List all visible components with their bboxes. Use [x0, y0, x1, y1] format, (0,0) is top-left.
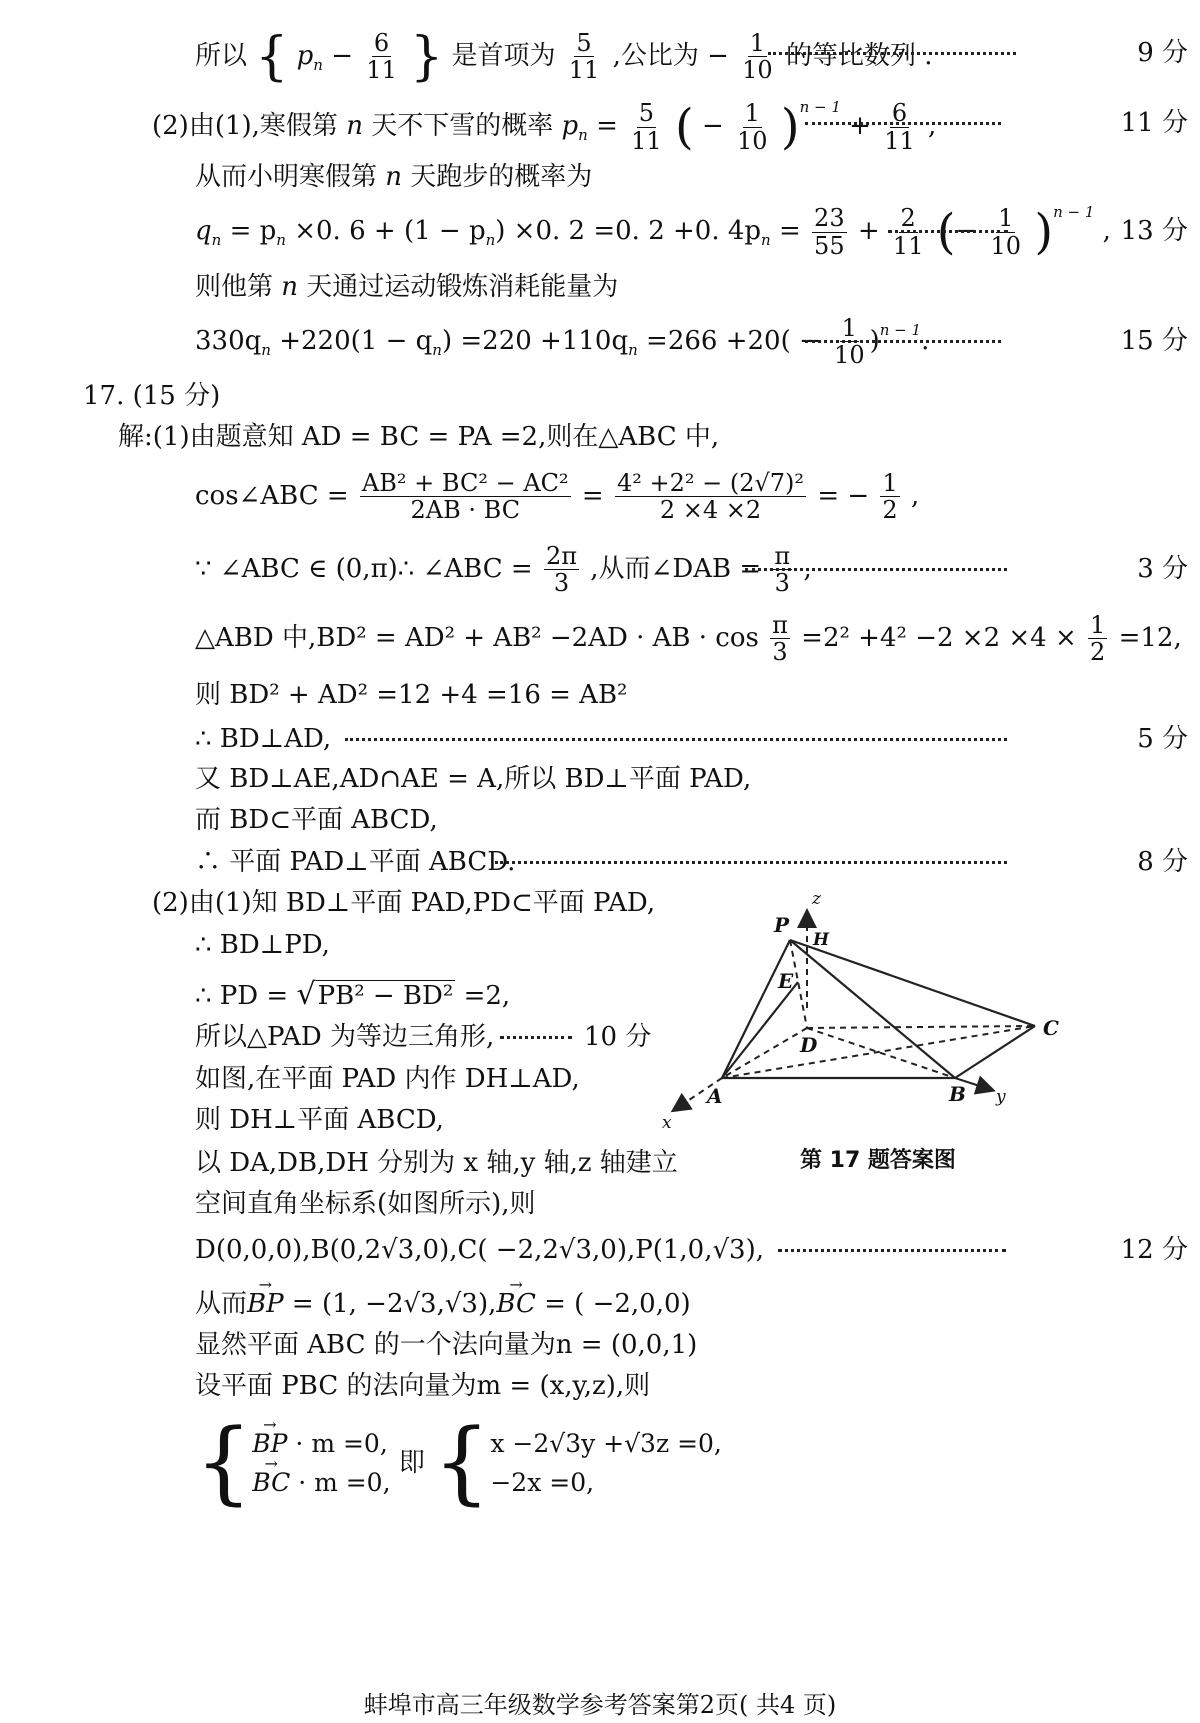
text: ,从而∠DAB = [590, 553, 762, 584]
den: 55 [814, 231, 845, 260]
num: 4² +2² − (2√7)² [616, 469, 805, 497]
line-cos-abc [195, 470, 919, 524]
line-bd-in-plane: 而 BD⊂平面 ABCD, [195, 805, 438, 835]
line-normal-pbc: 设平面 PBC 的法向量为m = (x,y,z),则 [195, 1371, 651, 1401]
radicand: PB² − BD² [317, 981, 454, 1011]
den: 10 [737, 126, 768, 155]
text: 天跑步的概率为 [410, 162, 593, 192]
text: 330q [195, 325, 262, 356]
figure-caption: 第 17 题答案图 [800, 1148, 956, 1173]
comma: , [928, 111, 937, 141]
fraction-law-of-cosines [360, 470, 571, 524]
page-footer: 蚌埠市高三年级数学参考答案第2页( 共4 页) [363, 1691, 837, 1719]
den: 10 [834, 341, 865, 370]
fraction [880, 470, 899, 524]
line-draw-dh: 如图,在平面 PAD 内作 DH⊥AD, [195, 1064, 580, 1094]
vector-bc: → BC [496, 1291, 535, 1317]
line-pythagorean: 则 BD² + AD² =12 +4 =16 = AB² [195, 680, 628, 710]
equals: = [596, 111, 618, 141]
label-c: C [1043, 1016, 1059, 1040]
text-ie: 即 [398, 1448, 425, 1478]
var-n: n [385, 162, 403, 192]
comma: , [910, 480, 920, 511]
text: 天不下雪的概率 [371, 111, 554, 141]
minus: − [701, 111, 724, 141]
den: 2 [1090, 638, 1106, 667]
den: 3 [553, 569, 570, 598]
num: 6 [891, 99, 908, 128]
fraction-numeric [615, 470, 806, 524]
text: · m =0, [298, 1468, 391, 1497]
comma: , [1102, 216, 1111, 246]
den: 11 [366, 56, 397, 85]
score-10: 10 分 [584, 1022, 652, 1052]
line-normal-abc: 显然平面 ABC 的一个法向量为n = (0,0,1) [195, 1330, 698, 1360]
var-q: q [195, 216, 212, 246]
paren: ( [936, 204, 956, 260]
text: 的等比数列 . [785, 40, 933, 71]
system-right [433, 1410, 722, 1515]
num: 2 [900, 204, 916, 233]
left-brace: { [433, 1410, 491, 1515]
edge-pc [790, 940, 1035, 1026]
score-8: 8 分 [1137, 847, 1188, 877]
fraction [735, 100, 770, 154]
label-y: y [996, 1087, 1006, 1107]
plus: + [849, 111, 871, 141]
line-bd-perp-pd: ∴ BD⊥PD, [195, 930, 330, 960]
den: 10 [990, 231, 1022, 260]
system-rows [490, 1431, 722, 1495]
sub: n [261, 341, 271, 360]
paren: ) [1034, 204, 1054, 260]
system-left [195, 1410, 391, 1515]
label-x: x [662, 1113, 672, 1133]
sub: n [628, 341, 638, 360]
text: ) =220 +110q [441, 325, 629, 356]
text: ∴ PD = [195, 981, 289, 1011]
exponent: n − 1 [879, 320, 922, 339]
leader-dots [495, 861, 1007, 864]
text: =266 +20( − [637, 325, 821, 356]
row-2: −2x =0, [490, 1468, 595, 1497]
num: π [772, 611, 788, 639]
leader-dots [805, 122, 1001, 125]
num: 23 [814, 204, 845, 233]
label-p: P [774, 913, 790, 937]
den: 2 [882, 496, 898, 525]
fraction-1-10 [740, 30, 775, 84]
score-12: 12 分 [1120, 1235, 1188, 1265]
fraction [812, 205, 847, 259]
sqrt-symbol: √ [296, 977, 316, 1012]
num: 1 [1090, 611, 1106, 639]
num: 1 [749, 29, 766, 57]
den: 2AB · BC [410, 496, 521, 525]
num: 5 [638, 99, 655, 128]
den: 11 [884, 126, 915, 155]
line-bd-perp-plane: 又 BD⊥AE,AD∩AE = A,所以 BD⊥平面 PAD, [195, 764, 752, 794]
equals: = [770, 216, 801, 246]
right-brace: } [410, 26, 444, 87]
text: = ( −2,0,0) [544, 1289, 691, 1319]
left-brace: { [255, 26, 289, 87]
minus: − [331, 40, 354, 71]
num: π [774, 542, 791, 570]
fraction [882, 100, 917, 154]
line-probability-pn [152, 100, 936, 154]
label-h: H [813, 930, 830, 950]
leader-dots [500, 1036, 572, 1039]
edge-bc [955, 1026, 1035, 1078]
text: =12, [1118, 622, 1182, 653]
den: 10 [742, 56, 773, 85]
text: cos∠ABC = [195, 480, 349, 511]
num: 1 [744, 99, 760, 128]
var-n: n [346, 111, 363, 141]
equation-system [195, 1410, 722, 1515]
line-coordinates: D(0,0,0),B(0,2√3,0),C( −2,2√3,0),P(1,0,√3), [195, 1235, 765, 1265]
vector-bp: → BP [247, 1291, 284, 1317]
text: ×0. 6 + (1 − p [285, 216, 486, 246]
score-3: 3 分 [1137, 554, 1188, 584]
edge-ae [722, 982, 798, 1078]
sub: n [761, 231, 771, 250]
plus: + [857, 216, 880, 246]
minus: − [707, 40, 729, 71]
leader-dots [778, 1249, 1006, 1252]
fraction [770, 612, 790, 666]
left-brace: { [195, 1410, 253, 1515]
score-5: 5 分 [1137, 724, 1188, 754]
paren: ) [869, 325, 880, 356]
num: 1 [841, 314, 857, 342]
text: 天通过运动锻炼消耗能量为 [306, 272, 619, 302]
score-15: 15 分 [1120, 326, 1188, 356]
label-b: B [949, 1082, 966, 1106]
label-a: A [707, 1084, 723, 1108]
num: 1 [882, 469, 898, 497]
row-1: x −2√3y +√3z =0, [490, 1429, 722, 1458]
fraction [544, 543, 579, 597]
line-vectors [195, 1291, 691, 1317]
sub-n: n [578, 126, 588, 145]
text: ) ×0. 2 =0. 2 +0. 4p [495, 216, 762, 246]
leader-dots [345, 738, 1007, 741]
score-13: 13 分 [1120, 216, 1188, 246]
vector-bp: → BP [252, 1431, 287, 1456]
leader-dots [805, 340, 1001, 343]
text: =2, [463, 981, 511, 1011]
edge-dc [807, 1026, 1035, 1028]
vector-bc: → BC [252, 1470, 290, 1495]
line-bd-perp-ad: ∴ BD⊥AD, [195, 724, 332, 754]
leader-dots [888, 230, 1008, 233]
num: 2π [545, 542, 578, 570]
line-energy-intro [195, 274, 618, 300]
edge-ac [722, 1026, 1035, 1078]
line-bd-squared [195, 612, 1182, 666]
line-coord-system: 空间直角坐标系(如图所示),则 [195, 1189, 536, 1219]
fraction [1088, 612, 1107, 666]
row-1 [252, 1431, 390, 1456]
label-e: E [778, 969, 794, 993]
row-2 [252, 1470, 390, 1495]
text: 是首项为 [451, 40, 556, 71]
line-equilateral: 所以△PAD 为等边三角形, [195, 1022, 495, 1052]
sub: n [276, 231, 286, 250]
text: · m =0, [295, 1429, 388, 1458]
fraction-5-11 [567, 30, 602, 84]
system-rows [252, 1431, 390, 1495]
exponent: n − 1 [1053, 203, 1095, 221]
num: 6 [373, 29, 390, 57]
sub: n [485, 231, 496, 250]
line-plane-perp: ∴ 平面 PAD⊥平面 ABCD. [195, 847, 516, 877]
line-axes: 以 DA,DB,DH 分别为 x 轴,y 轴,z 轴建立 [195, 1148, 678, 1178]
exponent: n − 1 [799, 98, 841, 116]
line-part2-start: (2)由(1)知 BD⊥平面 PAD,PD⊂平面 PAD, [152, 888, 656, 918]
den: 3 [774, 569, 790, 598]
edge-pb [790, 940, 955, 1078]
line-given: 解:(1)由题意知 AD = BC = PA =2,则在△ABC 中, [118, 422, 720, 452]
den: 11 [631, 126, 662, 155]
question-17-heading: 17. (15 分) [83, 381, 221, 411]
var-n: n [281, 272, 299, 302]
fraction-6-11 [364, 30, 399, 84]
num: 5 [576, 29, 592, 57]
text: 从而小明寒假第 [195, 162, 378, 192]
paren: ( [674, 99, 694, 155]
den: 11 [568, 56, 600, 85]
var-p: p [296, 40, 314, 71]
text: ∵ ∠ABC ∈ (0,π)∴ ∠ABC = [195, 553, 533, 584]
label-d: D [800, 1033, 818, 1057]
edge-db [807, 1028, 955, 1078]
sub: n [211, 231, 222, 250]
text: 从而 [195, 1289, 248, 1319]
fraction [629, 100, 664, 154]
text: 则他第 [195, 272, 274, 302]
var-p: p [561, 111, 579, 141]
label-z: z [812, 890, 821, 909]
num: AB² + BC² − AC² [361, 469, 569, 497]
den: 11 [892, 231, 924, 260]
score-11: 11 分 [1120, 108, 1188, 138]
text: = p [221, 216, 277, 246]
leader-dots [768, 52, 1016, 55]
line-pd-value [195, 977, 511, 1012]
paren: ) [780, 99, 800, 155]
equals: = [581, 480, 604, 511]
sub-n: n [313, 56, 323, 75]
text: △ABD 中,BD² = AD² + AB² −2AD · AB · cos [195, 622, 759, 653]
num: 1 [998, 204, 1014, 233]
text: +220(1 − q [270, 325, 433, 356]
line-dh-perp: 则 DH⊥平面 ABCD, [195, 1105, 444, 1135]
text: = (1, −2√3,√3), [291, 1289, 497, 1319]
text: (2)由(1),寒假第 [152, 111, 338, 141]
geometry-figure [640, 890, 1090, 1140]
text: =2² +4² −2 ×2 ×4 × [801, 622, 1077, 653]
line-running-prob [195, 164, 592, 190]
sub: n [432, 341, 442, 360]
den: 2 ×4 ×2 [659, 496, 762, 525]
minus: − [955, 216, 978, 246]
text: = − [817, 480, 870, 511]
text: 所以 [195, 40, 248, 71]
line-angle-abc [195, 543, 812, 597]
leader-dots [745, 568, 1007, 571]
den: 3 [772, 638, 788, 667]
period: . [921, 325, 930, 356]
score-9: 9 分 [1137, 38, 1188, 68]
line-geometric-sequence [195, 26, 933, 87]
comma: , [803, 553, 812, 584]
text: ,公比为 [612, 40, 699, 71]
